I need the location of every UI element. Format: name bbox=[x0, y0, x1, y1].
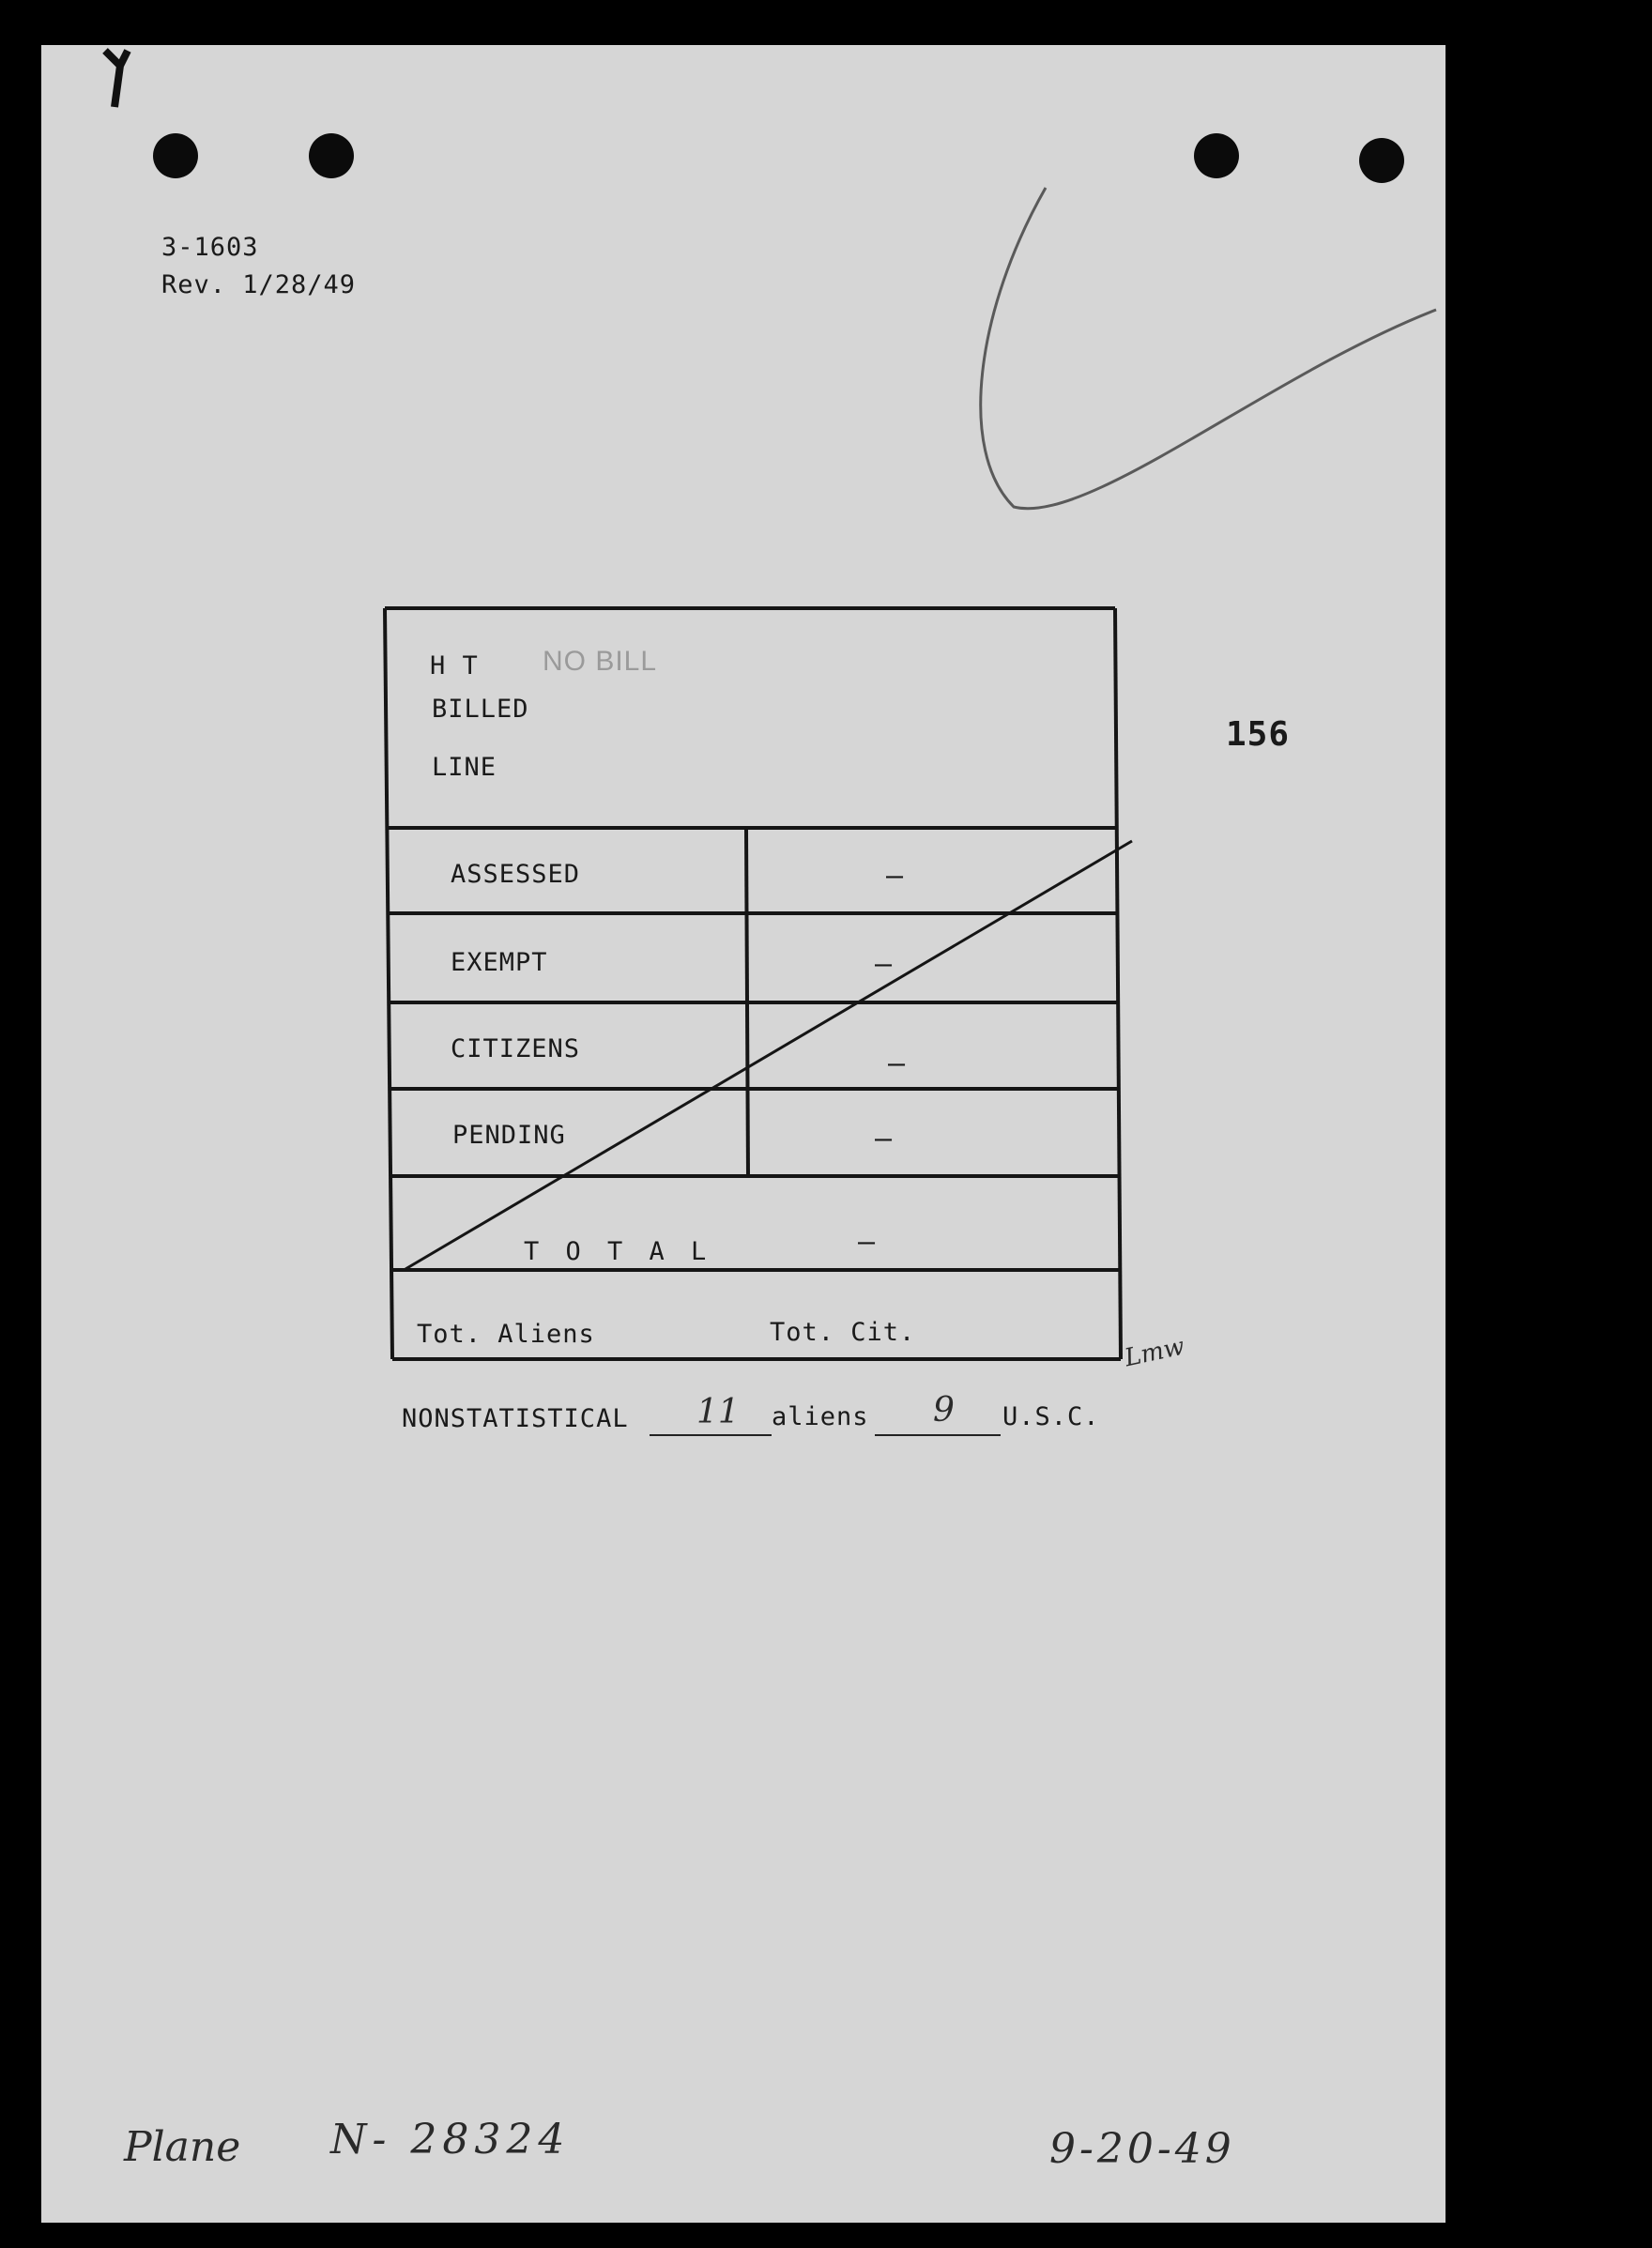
row-value-citizens: — bbox=[888, 1048, 907, 1080]
row-value-assessed: — bbox=[886, 860, 905, 893]
row-label-citizens: CITIZENS bbox=[451, 1034, 581, 1063]
aliens-count-underline bbox=[650, 1434, 772, 1436]
no-bill-stamp: NO BILL bbox=[543, 646, 658, 677]
total-aliens-label: Tot. Aliens bbox=[417, 1320, 595, 1349]
total-label: T O T A L bbox=[524, 1237, 712, 1266]
row-label-assessed: ASSESSED bbox=[451, 860, 581, 889]
form-revision: Rev. 1/28/49 bbox=[161, 270, 357, 299]
initials: Lmw bbox=[1122, 1332, 1187, 1373]
row-value-exempt: — bbox=[875, 948, 894, 981]
row-label-exempt: EXEMPT bbox=[451, 948, 548, 977]
header-ht-label: H T bbox=[430, 651, 479, 681]
header-line-label: LINE bbox=[432, 753, 497, 782]
aliens-count: 11 bbox=[696, 1393, 740, 1431]
page-number: 156 bbox=[1226, 715, 1291, 754]
form-number: 3-1603 bbox=[161, 233, 259, 262]
usc-label: U.S.C. bbox=[1002, 1402, 1100, 1431]
total-value: — bbox=[858, 1226, 877, 1259]
plane-number: N- 28324 bbox=[330, 2116, 571, 2164]
usc-count-underline bbox=[875, 1434, 1001, 1436]
nonstatistical-label: NONSTATISTICAL bbox=[402, 1404, 629, 1433]
plane-label: Plane bbox=[124, 2123, 241, 2171]
aliens-label: aliens bbox=[772, 1402, 869, 1431]
total-citizens-label: Tot. Cit. bbox=[770, 1318, 916, 1347]
header-billed-label: BILLED bbox=[432, 695, 529, 724]
row-label-pending: PENDING bbox=[452, 1121, 566, 1150]
handwritten-date: 9-20-49 bbox=[1049, 2125, 1235, 2173]
usc-count: 9 bbox=[933, 1391, 955, 1430]
row-value-pending: — bbox=[875, 1123, 894, 1155]
